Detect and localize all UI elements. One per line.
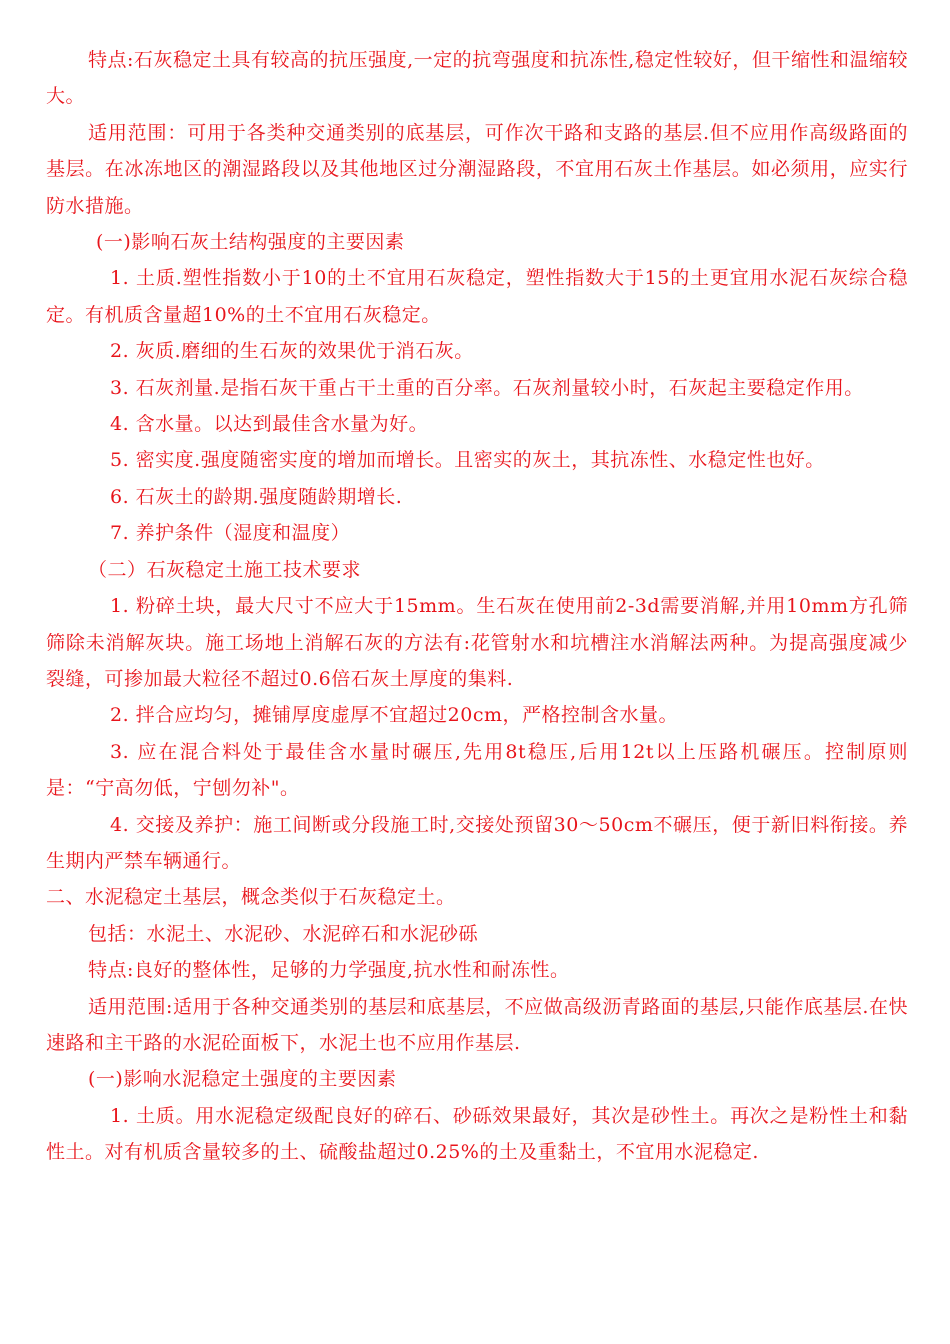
paragraph: 适用范围:适用于各种交通类别的基层和底基层，不应做高级沥青路面的基层,只能作底基层.在快速路和主干路的水泥砼面板下，水泥土也不应用作基层. (46, 995, 908, 1054)
document-page (46, 42, 908, 1171)
paragraph: 适用范围：可用于各类种交通类别的底基层，可作次干路和支路的基层.但不应用作高级路面的基层。在冰冻地区的潮湿路段以及其他地区过分潮湿路段，不宜用石灰土作基层。如必须用，应实行防水措施。 (46, 121, 908, 217)
list-item: 7. 养护条件（湿度和温度） (110, 522, 351, 545)
section-heading: (一)影响水泥稳定土强度的主要因素 (88, 1068, 397, 1091)
list-item: 1. 土质。用水泥稳定级配良好的碎石、砂砾效果最好，其次是砂性土。再次之是粉性土和黏性土。对有机质含量较多的土、硫酸盐超过0.25%的土及重黏土，不宜用水泥稳定. (46, 1104, 908, 1164)
list-item: 2. 拌合应均匀，摊铺厚度虚厚不宜超过20cm，严格控制含水量。 (110, 704, 679, 727)
list-item: 5. 密实度.强度随密实度的增加而增长。且密实的灰土，其抗冻性、水稳定性也好。 (110, 449, 825, 472)
paragraph: 特点:良好的整体性，足够的力学强度,抗水性和耐冻性。 (88, 959, 570, 982)
list-item: 4. 交接及养护：施工间断或分段施工时,交接处预留30～50cm不碾压，便于新旧料衔接。养生期内严禁车辆通行。 (46, 813, 908, 872)
section-heading: （二）石灰稳定土施工技术要求 (88, 558, 362, 581)
paragraph: 包括：水泥土、水泥砂、水泥碎石和水泥砂砾 (88, 922, 479, 945)
section-heading: (一)影响石灰土结构强度的主要因素 (96, 231, 405, 254)
list-item: 3. 应在混合料处于最佳含水量时碾压,先用8t稳压,后用12t以上压路机碾压。控制原则是：“宁高勿低，宁刨勿补"。 (46, 740, 908, 800)
list-item: 4. 含水量。以达到最佳含水量为好。 (110, 413, 429, 436)
chapter-heading: 二、水泥稳定土基层，概念类似于石灰稳定土。 (46, 886, 456, 909)
paragraph: 特点:石灰稳定土具有较高的抗压强度,一定的抗弯强度和抗冻性,稳定性较好，但干缩性和温缩较大。 (46, 49, 908, 108)
list-item: 6. 石灰土的龄期.强度随龄期增长. (110, 485, 403, 508)
list-item: 2. 灰质.磨细的生石灰的效果优于消石灰。 (110, 340, 474, 363)
list-item: 1. 土质.塑性指数小于10的土不宜用石灰稳定，塑性指数大于15的土更宜用水泥石灰综合稳定。有机质含量超10%的土不宜用石灰稳定。 (46, 267, 908, 326)
list-item: 1. 粉碎土块，最大尺寸不应大于15mm。生石灰在使用前2-3d需要消解,并用10mm方孔筛筛除未消解灰块。施工场地上消解石灰的方法有:花管射水和坑槽注水消解法两种。为提高强度减少裂缝，可掺加最大粒径不超过0.6倍石灰土厚度的集料. (46, 595, 908, 690)
list-item: 3. 石灰剂量.是指石灰干重占干土重的百分率。石灰剂量较小时，石灰起主要稳定作用。 (110, 376, 864, 399)
